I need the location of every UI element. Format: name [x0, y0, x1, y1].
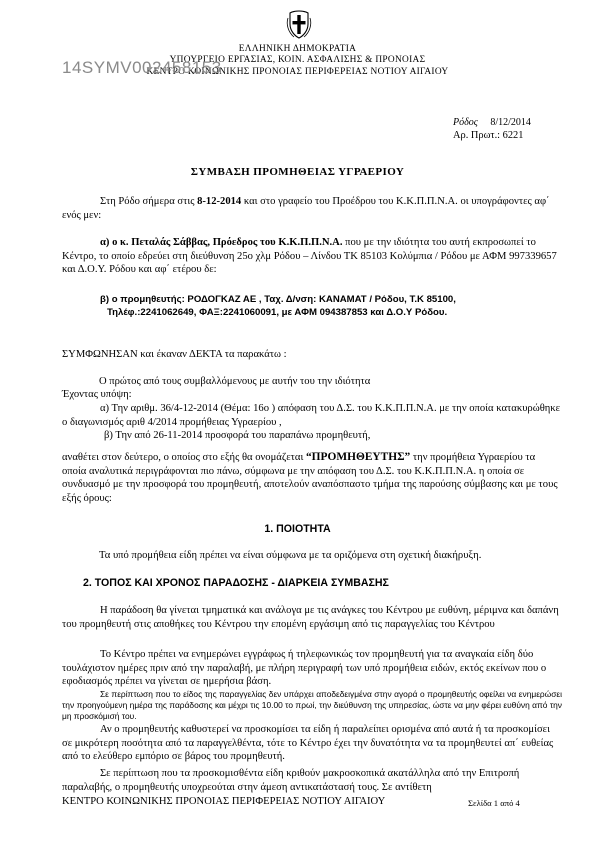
assignment-paragraph	[62, 451, 562, 505]
document-date: 8/12/2014	[490, 117, 531, 128]
assignment-text: αναθέτει στον δεύτερο, ο οποίος στο εξής θα ονομάζεται	[62, 452, 306, 463]
considering-item-b: β) Την από 26-11-2014 προσφορά του παραπάνω προμηθευτή,	[104, 430, 371, 441]
section2-heading: 2. ΤΟΠΟΣ ΚΑΙ ΧΡΟΝΟΣ ΠΑΡΑΔΟΣΗΣ - ΔΙΑΡΚΕΙΑ ΣΥΜΒΑΣΗΣ	[83, 577, 389, 589]
header-organization: ΚΕΝΤΡΟ ΚΟΙΝΩΝΙΚΗΣ ΠΡΟΝΟΙΑΣ ΠΕΡΙΦΕΡΕΙΑΣ ΝΟΤΙΟΥ ΑΙΓΑΙΟΥ	[146, 67, 449, 77]
place-date	[453, 117, 531, 128]
document-id-watermark: 14SYMV002458153	[62, 58, 222, 77]
section2-paragraph4: Αν ο προμηθευτής καθυστερεί να προσκομίσει τα είδη ή παραλείπει ορισμένα από αυτά ή τα προσκομίσει σε μικρότερη ποσότητα από τα παραγγελθέντα, τότε το Κέντρο έχει την δυνατότητα να τα προμηθευτεί απ΄ ευθείας από το ελεύθερο εμπόριο σε βάρος του προμηθευτή.	[62, 724, 554, 763]
section2-paragraph3: Σε περίπτωση που το είδος της παραγγελίας δεν υπάρχει αποδεδειγμένα στην αγορά ο προμηθευτής οφείλει να ενημερώσει την προηγούμενη ημέρα της παράδοσης και μέχρι τις 10.00 το πρωί, την διεύθυνση της υπηρεσίας, ώστε να μην φέρει ευθύνη από την μη προσκόμισή του.	[62, 689, 562, 722]
supplier-term: “ΠΡΟΜΗΘΕΥΤΗΣ”	[305, 451, 411, 463]
party-b-line1: β) ο προμηθευτής: ΡΟΔΟΓΚΑΖ ΑΕ , Ταχ. Δ/νση: ΚΑΝΑΜΑΤ / Ρόδου, Τ.Κ 85100,	[100, 294, 456, 305]
place-label: Ρόδος	[453, 117, 478, 128]
header-country: ΕΛΛΗΝΙΚΗ ΔΗΜΟΚΡΑΤΙΑ	[238, 44, 357, 54]
considering-item-a: α) Την αριθμ. 36/4-12-2014 (Θέμα: 16ο ) απόφαση του Δ.Σ. του Κ.Κ.Π.Π.Ν.Α. με την οποία κατακυρώθηκε ο διαγωνισμός αριθ 4/2014 προμήθειας Υγραερίου ,	[62, 403, 561, 428]
assignment-text-post: την προμήθεια Υγραερίου τα οποία αναλυτικά περιγράφονται πιο πάνω, σύμφωνα με την απόφαση του Δ.Σ. του Κ.Κ.Π.Π.Ν.Α. η οποία σε συνδυασμό με την προσφορά του προμηθευτή, αποτελούν αναπόσπαστο τμήμα της παρούσης σύμβασης και με τους εξής όρους:	[62, 452, 558, 504]
party-a-paragraph	[62, 236, 562, 277]
section1-text: Τα υπό προμήθεια είδη πρέπει να είναι σύμφωνα με τα οριζόμενα στη σχετική διακήρυξη.	[99, 550, 482, 561]
section2-paragraph5: Σε περίπτωση που τα προσκομισθέντα είδη κριθούν μακροσκοπικά ακατάλληλα από την Επιτροπή παραλαβής, ο προμηθευτής υποχρεούται στην άμεση αντικατάστασή τους. Σε αντίθετη	[62, 768, 520, 793]
section2-paragraph2: Το Κέντρο πρέπει να ενημερώνει εγγράφως ή τηλεφωνικώς τον προμηθευτή για τα αναγκαία είδη δύο τουλάχιστον ημέρες πριν από την παραλαβή, με πλήρη περιγραφή των υπό προμήθεια ειδών, εκτός εκείνων που ο εφοδιασμός πρέπει να γίνεται σε ημερήσια βάση.	[62, 649, 547, 688]
intro-date: 8-12-2014	[197, 196, 242, 207]
section2-paragraph1: Η παράδοση θα γίνεται τμηματικά και ανάλογα με τις ανάγκες του Κέντρου με ευθύνη, μέριμνα και δαπάνη του προμηθευτή στις αποθήκες του Κέντρου την επομένη εργάσιμη από τις παραγγελίας του Κέντρου	[62, 605, 559, 630]
coat-of-arms-icon	[286, 10, 312, 40]
header-ministry: ΥΠΟΥΡΓΕΙΟ ΕΡΓΑΣΙΑΣ, ΚΟΙΝ. ΑΣΦΑΛΙΣΗΣ & ΠΡΟΝΟΙΑΣ	[169, 55, 426, 65]
footer-organization: ΚΕΝΤΡΟ ΚΟΙΝΩΝΙΚΗΣ ΠΡΟΝΟΙΑΣ ΠΕΡΙΦΕΡΕΙΑΣ ΝΟΤΙΟΥ ΑΙΓΑΙΟΥ	[62, 796, 391, 807]
party-b-line2: Τηλέφ.:2241062649, ΦΑΞ:2241060091, με ΑΦΜ 094387853 και Δ.Ο.Υ Ρόδου.	[107, 307, 448, 318]
intro-text-post: και στο γραφείο του Προέδρου του Κ.Κ.Π.Π.Ν.Α. οι υπογράφοντες αφ΄ ενός μεν:	[62, 196, 550, 221]
party-a-name: α) ο κ. Πεταλάς Σάββας, Πρόεδρος του Κ.Κ.Π.Π.Ν.Α.	[100, 237, 343, 248]
document-title: ΣΥΜΒΑΣΗ ΠΡΟΜΗΘΕΙΑΣ ΥΓΡΑΕΡΙΟΥ	[190, 166, 405, 178]
considering-line1: Ο πρώτος από τους συμβαλλόμενους με αυτήν του την ιδιότητα	[99, 376, 371, 387]
protocol-number: Αρ. Πρωτ.: 6221	[453, 130, 524, 141]
intro-text: Στη Ρόδο σήμερα στις	[100, 196, 198, 207]
agreed-statement: ΣΥΜΦΩΝΗΣΑΝ και έκαναν ΔΕΚΤΑ τα παρακάτω :	[62, 349, 287, 360]
considering-line2: Έχοντας υπόψη:	[62, 389, 132, 400]
section1-heading: 1. ΠΟΙΟΤΗΤΑ	[264, 523, 331, 535]
footer-page-number: Σελίδα 1 από 4	[468, 798, 520, 808]
intro-paragraph	[62, 195, 562, 222]
party-a-details: που με την ιδιότητα του αυτή εκπροσωπεί το Κέντρο, το οποίο εδρεύει στη διεύθυνση 25ο χλμ Ρόδου – Λίνδου ΤΚ 85103 Κολύμπια / Ρόδου με ΑΦΜ 997339657 και Δ.Ο.Υ. Ρόδου και αφ΄ ετέρου δε:	[62, 237, 557, 276]
